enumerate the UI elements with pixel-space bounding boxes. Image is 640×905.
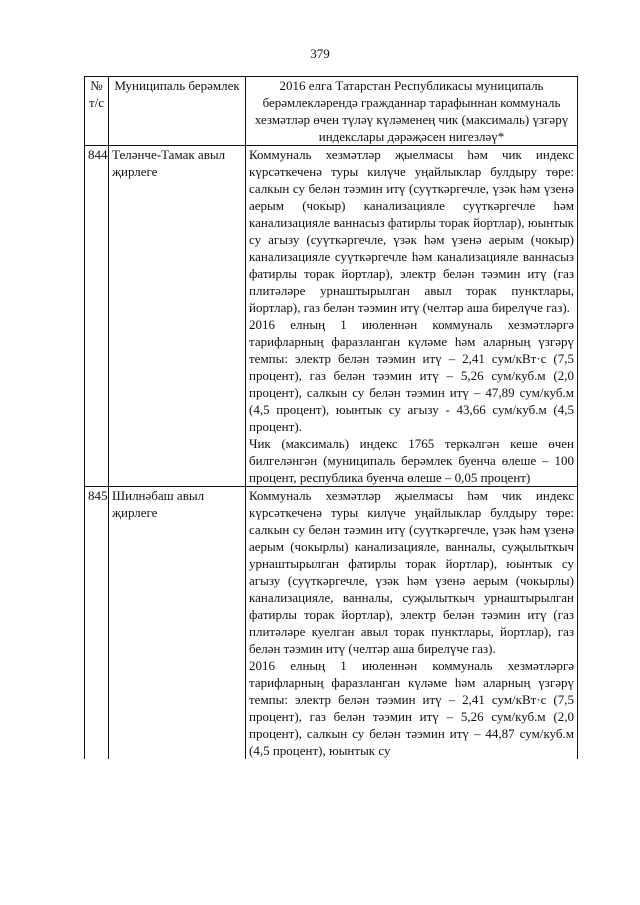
table-row bbox=[85, 487, 578, 760]
row-number: 845 bbox=[85, 487, 109, 760]
description-paragraph: Коммуналь хезмәтләр җыелмасы һәм чик индекс күрсәткеченә туры килүче уңайлыклар булдыру төре: салкын су белән тәэмин итү (суүткәргечле, үзәк һәм үзенә аерым (чокыр) канализацияле суүткәргечле һәм канализацияле ваннасыз фатирлы торак йортлар), юынтык су агызу (суүткәргечле, үзәк һәм үзенә аерым (чокыр) канализацияле суүткәргечле һәм канализацияле ваннасыз фатирлы торак йортлар), электр белән тәэмин итү (газ плитәләре урнаштырылган авыл торак пунктлары, йортлар), газ белән тәэмин итү (челтәр аша бирелүче газ). bbox=[249, 147, 574, 315]
municipality-name: Теләнче-Тамак авыл җирлеге bbox=[109, 146, 246, 487]
description-cell bbox=[246, 146, 578, 487]
description-paragraph: 2016 елның 1 июленнән коммуналь хезмәтләргә тарифларның фаразланган күләме һәм аларның үзгәрү темпы: электр белән тәэмин итү – 2,41 сум/кВт·с (7,5 процент), газ белән тәэмин итү – 5,26 сум/куб.м (2,0 процент), салкын су белән тәэмин итү – 47,89 сум/куб.м (4,5 процент), юынтык су агызу - 43,66 сум/куб.м (4,5 процент). bbox=[249, 317, 574, 434]
description-paragraph: Чик (максималь) индекс 1765 теркәлгән кеше өчен билгеләнгән (муниципаль берәмлек буенча өлеше – 100 процент, республика буенча өлеше – 0,05 процент) bbox=[249, 436, 574, 485]
description-paragraph: 2016 елның 1 июленнән коммуналь хезмәтләргә тарифларның фаразланган күләме һәм аларның үзгәрү темпы: электр белән тәэмин итү – 2,41 сум/кВт·с (7,5 процент), газ белән тәэмин итү – 5,26 сум/куб.м (2,0 процент), салкын су белән тәэмин итү – 44,87 сум/куб.м (4,5 процент), юынтык су bbox=[249, 658, 574, 758]
description-paragraph: Коммуналь хезмәтләр җыелмасы һәм чик индекс күрсәткеченә туры килүче уңайлыклар булдыру төре: салкын су белән тәэмин итү (суүткәргечле, үзәк һәм үзенә аерым (чокырлы) канализацияле, ванналы, суҗылыткыч урнаштырылган фатирлы торак йортлар), юынтык су агызу (суүткәргечле, үзәк һәм үзенә аерым (чокырлы) канализацияле, ванналы, суҗылыткыч урнаштырылган фатирлы торак йортлар), электр белән тәэмин итү (газ плитәләре куелган авыл торак пунктлары, йортлар), газ белән тәэмин итү (челтәр аша бирелүче газ). bbox=[249, 488, 574, 656]
row-number: 844 bbox=[85, 146, 109, 487]
header-municipality: Муниципаль берәмлек bbox=[109, 77, 246, 146]
header-num: № т/с bbox=[85, 77, 109, 146]
table-row bbox=[85, 146, 578, 487]
table-header-row bbox=[85, 77, 578, 146]
municipality-name: Шилнәбаш авыл җирлеге bbox=[109, 487, 246, 760]
tariff-table bbox=[84, 76, 578, 759]
header-description: 2016 елга Татарстан Республикасы муниципаль берәмлекләрендә гражданнар тарафыннан коммуналь хезмәтләр өчен түләү күләменең чик (максималь) үзгәрү индекслары дәрәҗәсен нигезләү* bbox=[246, 77, 578, 146]
description-cell bbox=[246, 487, 578, 760]
page-number: 379 bbox=[310, 46, 330, 61]
